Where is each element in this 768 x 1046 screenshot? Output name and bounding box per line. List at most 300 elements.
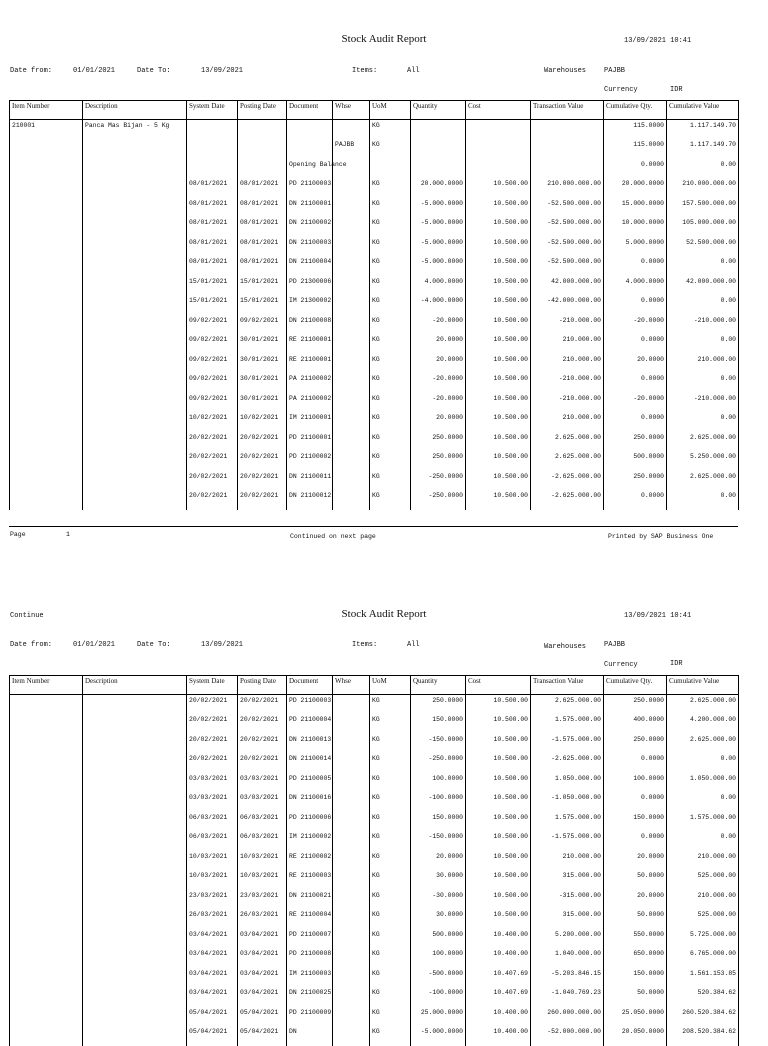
quantity-cell: 25.000.0000: [411, 1007, 466, 1027]
posting-date-cell: 30/01/2021: [238, 373, 287, 393]
posting-date-cell: 08/01/2021: [238, 237, 287, 257]
cumulative-value-cell: 2.625.000.00: [667, 432, 739, 452]
uom-cell: KG: [370, 714, 411, 734]
col-transaction-value: Transaction Value: [531, 101, 604, 120]
whse-cell: [333, 792, 370, 812]
table-row: [10, 237, 739, 257]
report-page-2: [0, 575, 768, 1035]
posting-date-cell: 20/02/2021: [238, 490, 287, 510]
item-number-cell: [10, 198, 83, 218]
cumulative-qty-cell: 50.0000: [604, 870, 667, 890]
cumulative-qty-cell: 20.000.0000: [604, 178, 667, 198]
table-row: [10, 432, 739, 452]
table-row: [10, 217, 739, 237]
document-cell: PD 21100002: [287, 451, 333, 471]
cumulative-qty-cell: 250.0000: [604, 432, 667, 452]
cumulative-qty-cell: 250.0000: [604, 695, 667, 715]
table-row: [10, 870, 739, 890]
col-description: Description: [83, 676, 187, 695]
quantity-cell: 20.0000: [411, 851, 466, 871]
whse-cell: [333, 354, 370, 374]
quantity-cell: [411, 120, 466, 140]
cost-cell: 10.500.00: [466, 295, 531, 315]
table-row: [10, 695, 739, 715]
cost-cell: 10.407.69: [466, 987, 531, 1007]
cost-cell: [466, 120, 531, 140]
transaction-value-cell: -52.500.000.00: [531, 237, 604, 257]
whse-cell: [333, 393, 370, 413]
quantity-cell: -20.0000: [411, 393, 466, 413]
table-row: [10, 120, 739, 140]
cost-cell: 10.500.00: [466, 276, 531, 296]
cost-cell: 10.500.00: [466, 412, 531, 432]
transaction-value-cell: 260.000.000.00: [531, 1007, 604, 1027]
description-cell: [83, 948, 187, 968]
currency-label: Currency: [604, 86, 638, 94]
document-cell: PD 21100006: [287, 812, 333, 832]
items-label: Items:: [352, 67, 378, 75]
table-row: [10, 471, 739, 491]
document-cell: DN 21100001: [287, 198, 333, 218]
whse-cell: [333, 373, 370, 393]
system-date-cell: 08/01/2021: [187, 256, 238, 276]
system-date-cell: 23/03/2021: [187, 890, 238, 910]
cumulative-qty-cell: 4.000.0000: [604, 276, 667, 296]
system-date-cell: 20/02/2021: [187, 432, 238, 452]
cost-cell: 10.500.00: [466, 870, 531, 890]
cost-cell: 10.500.00: [466, 198, 531, 218]
system-date-cell: 03/03/2021: [187, 792, 238, 812]
item-number-cell: [10, 276, 83, 296]
uom-cell: KG: [370, 295, 411, 315]
table-row: [10, 315, 739, 335]
cumulative-qty-cell: 0.0000: [604, 490, 667, 510]
transaction-value-cell: -1.575.000.00: [531, 831, 604, 851]
quantity-cell: 250.0000: [411, 432, 466, 452]
quantity-cell: -500.0000: [411, 968, 466, 988]
item-number-cell: [10, 159, 83, 179]
table-row: [10, 929, 739, 949]
document-cell: PD 21100001: [287, 432, 333, 452]
description-cell: [83, 178, 187, 198]
uom-cell: KG: [370, 178, 411, 198]
system-date-cell: 09/02/2021: [187, 393, 238, 413]
document-cell: PD 21100004: [287, 714, 333, 734]
transaction-value-cell: -1.575.000.00: [531, 734, 604, 754]
uom-cell: KG: [370, 120, 411, 140]
transaction-value-cell: -1.050.000.00: [531, 792, 604, 812]
document-cell: DN 21100003: [287, 237, 333, 257]
transaction-value-cell: [531, 120, 604, 140]
system-date-cell: 20/02/2021: [187, 714, 238, 734]
document-cell: IM 21100002: [287, 831, 333, 851]
date-from-label-page-2: Date from:: [10, 641, 53, 649]
table-row: [10, 412, 739, 432]
warehouses-label-page-2: Warehouses: [544, 643, 587, 651]
system-date-cell: 15/01/2021: [187, 295, 238, 315]
currency-value: IDR: [670, 86, 683, 94]
description-cell: [83, 695, 187, 715]
transaction-value-cell: -1.040.769.23: [531, 987, 604, 1007]
cumulative-qty-cell: 50.0000: [604, 909, 667, 929]
description-cell: [83, 198, 187, 218]
uom-cell: [370, 159, 411, 179]
posting-date-cell: 30/01/2021: [238, 334, 287, 354]
transaction-value-cell: -52.000.000.00: [531, 1026, 604, 1046]
posting-date-cell: 30/01/2021: [238, 393, 287, 413]
col-uom: UoM: [370, 101, 411, 120]
quantity-cell: -5.000.0000: [411, 1026, 466, 1046]
quantity-cell: -150.0000: [411, 734, 466, 754]
cumulative-value-cell: 4.200.000.00: [667, 714, 739, 734]
posting-date-cell: 10/03/2021: [238, 851, 287, 871]
cost-cell: 10.500.00: [466, 178, 531, 198]
item-number-cell: [10, 295, 83, 315]
cost-cell: 10.500.00: [466, 695, 531, 715]
whse-cell: [333, 1026, 370, 1046]
quantity-cell: 150.0000: [411, 812, 466, 832]
date-from-value-page-2: 01/01/2021: [73, 641, 116, 649]
document-cell: PD 21100009: [287, 1007, 333, 1027]
transaction-value-cell: -210.000.00: [531, 393, 604, 413]
description-cell: [83, 714, 187, 734]
item-number-cell: 210001: [10, 120, 83, 140]
col-quantity: Quantity: [411, 101, 466, 120]
cumulative-value-cell: 208.520.384.62: [667, 1026, 739, 1046]
transaction-value-cell: -2.625.000.00: [531, 490, 604, 510]
system-date-cell: 03/04/2021: [187, 968, 238, 988]
system-date-cell: 06/03/2021: [187, 812, 238, 832]
date-to-value: 13/09/2021: [201, 67, 244, 75]
cumulative-qty-cell: -20.0000: [604, 393, 667, 413]
posting-date-cell: 05/04/2021: [238, 1007, 287, 1027]
quantity-cell: -250.0000: [411, 490, 466, 510]
document-cell: PD 21100003: [287, 178, 333, 198]
cumulative-qty-cell: 250.0000: [604, 471, 667, 491]
description-cell: [83, 471, 187, 491]
whse-cell: [333, 870, 370, 890]
transaction-value-cell: [531, 139, 604, 159]
table-row: [10, 909, 739, 929]
transaction-value-cell: 5.200.000.00: [531, 929, 604, 949]
item-number-cell: [10, 714, 83, 734]
document-cell: IM 21100003: [287, 968, 333, 988]
whse-cell: [333, 315, 370, 335]
transaction-value-cell: 315.000.00: [531, 870, 604, 890]
description-cell: [83, 295, 187, 315]
whse-cell: [333, 1007, 370, 1027]
uom-cell: KG: [370, 237, 411, 257]
whse-cell: [333, 734, 370, 754]
table-row: [10, 393, 739, 413]
cumulative-value-cell: 2.625.000.00: [667, 695, 739, 715]
description-cell: [83, 753, 187, 773]
quantity-cell: -20.0000: [411, 373, 466, 393]
description-cell: [83, 812, 187, 832]
description-cell: [83, 929, 187, 949]
posting-date-cell: [238, 159, 287, 179]
whse-cell: [333, 890, 370, 910]
whse-cell: [333, 217, 370, 237]
transaction-value-cell: 1.575.000.00: [531, 812, 604, 832]
document-cell: RE 21100002: [287, 851, 333, 871]
document-cell: RE 21100001: [287, 334, 333, 354]
document-cell: Opening Balance: [287, 159, 333, 179]
col-cumulative-value: Cumulative Value: [667, 676, 739, 695]
item-number-cell: [10, 412, 83, 432]
description-cell: [83, 987, 187, 1007]
cumulative-value-cell: 0.00: [667, 295, 739, 315]
description-cell: [83, 792, 187, 812]
uom-cell: KG: [370, 315, 411, 335]
table-row: [10, 734, 739, 754]
cumulative-qty-cell: 250.0000: [604, 734, 667, 754]
quantity-cell: 30.0000: [411, 909, 466, 929]
transaction-value-cell: 210.000.000.00: [531, 178, 604, 198]
cost-cell: [466, 159, 531, 179]
table-row: [10, 948, 739, 968]
cumulative-value-cell: -210.000.00: [667, 315, 739, 335]
description-cell: [83, 139, 187, 159]
item-number-cell: [10, 831, 83, 851]
footer-page-label: Page: [10, 531, 26, 538]
col-item-number: Item Number: [10, 676, 83, 695]
posting-date-cell: 03/03/2021: [238, 792, 287, 812]
item-number-cell: [10, 490, 83, 510]
date-to-value-page-2: 13/09/2021: [201, 641, 244, 649]
quantity-cell: [411, 159, 466, 179]
posting-date-cell: 10/02/2021: [238, 412, 287, 432]
cost-cell: 10.500.00: [466, 831, 531, 851]
quantity-cell: -150.0000: [411, 831, 466, 851]
cumulative-qty-cell: 150.0000: [604, 968, 667, 988]
cumulative-value-cell: 525.000.00: [667, 870, 739, 890]
quantity-cell: 250.0000: [411, 695, 466, 715]
cumulative-value-cell: 1.050.000.00: [667, 773, 739, 793]
cumulative-qty-cell: 0.0000: [604, 159, 667, 179]
description-cell: [83, 890, 187, 910]
col-cost: Cost: [466, 676, 531, 695]
col-description: Description: [83, 101, 187, 120]
cumulative-value-cell: 1.561.153.85: [667, 968, 739, 988]
description-cell: [83, 1007, 187, 1027]
printed-timestamp-page-2: 13/09/2021 10:41: [624, 612, 692, 620]
cumulative-value-cell: 2.625.000.00: [667, 471, 739, 491]
col-system-date: System Date: [187, 676, 238, 695]
cost-cell: 10.500.00: [466, 812, 531, 832]
system-date-cell: 20/02/2021: [187, 490, 238, 510]
table-body-page-2: [10, 695, 739, 1046]
item-number-cell: [10, 929, 83, 949]
document-cell: PD 21100007: [287, 929, 333, 949]
quantity-cell: 250.0000: [411, 451, 466, 471]
transaction-value-cell: 2.625.000.00: [531, 432, 604, 452]
cumulative-value-cell: 0.00: [667, 373, 739, 393]
cumulative-value-cell: 210.000.00: [667, 354, 739, 374]
col-document: Document: [287, 101, 333, 120]
cumulative-value-cell: 0.00: [667, 256, 739, 276]
quantity-cell: -100.0000: [411, 792, 466, 812]
description-cell: [83, 968, 187, 988]
whse-cell: [333, 471, 370, 491]
item-number-cell: [10, 1026, 83, 1046]
posting-date-cell: 08/01/2021: [238, 178, 287, 198]
table-row: [10, 773, 739, 793]
col-quantity: Quantity: [411, 676, 466, 695]
col-cumulative-qty: Cumulative Qty.: [604, 101, 667, 120]
system-date-cell: 05/04/2021: [187, 1007, 238, 1027]
system-date-cell: 03/03/2021: [187, 773, 238, 793]
document-cell: DN 21100004: [287, 256, 333, 276]
document-cell: DN 21100008: [287, 315, 333, 335]
item-number-cell: [10, 373, 83, 393]
cumulative-value-cell: 105.000.000.00: [667, 217, 739, 237]
system-date-cell: 05/04/2021: [187, 1026, 238, 1046]
cost-cell: 10.500.00: [466, 217, 531, 237]
document-cell: RE 21100001: [287, 354, 333, 374]
cumulative-qty-cell: 550.0000: [604, 929, 667, 949]
cumulative-value-cell: 1.575.000.00: [667, 812, 739, 832]
description-cell: [83, 432, 187, 452]
quantity-cell: -250.0000: [411, 753, 466, 773]
table-row: [10, 1007, 739, 1027]
quantity-cell: 20.000.0000: [411, 178, 466, 198]
description-cell: [83, 276, 187, 296]
description-cell: [83, 734, 187, 754]
document-cell: PD 21100008: [287, 948, 333, 968]
whse-cell: [333, 276, 370, 296]
uom-cell: KG: [370, 948, 411, 968]
system-date-cell: 09/02/2021: [187, 315, 238, 335]
whse-cell: [333, 178, 370, 198]
quantity-cell: 20.0000: [411, 334, 466, 354]
cumulative-qty-cell: 20.050.0000: [604, 1026, 667, 1046]
item-number-cell: [10, 948, 83, 968]
uom-cell: KG: [370, 1026, 411, 1046]
items-value-page-2: All: [407, 641, 420, 649]
cost-cell: 10.500.00: [466, 451, 531, 471]
cumulative-value-cell: 520.384.62: [667, 987, 739, 1007]
document-cell: PD 21100003: [287, 695, 333, 715]
cost-cell: 10.500.00: [466, 471, 531, 491]
transaction-value-cell: -315.000.00: [531, 890, 604, 910]
cumulative-qty-cell: 20.0000: [604, 890, 667, 910]
cumulative-value-cell: 0.00: [667, 792, 739, 812]
document-cell: [287, 139, 333, 159]
transaction-value-cell: 2.625.000.00: [531, 451, 604, 471]
cumulative-value-cell: 42.000.000.00: [667, 276, 739, 296]
table-row: [10, 159, 739, 179]
col-uom: UoM: [370, 676, 411, 695]
cost-cell: 10.500.00: [466, 490, 531, 510]
posting-date-cell: [238, 120, 287, 140]
system-date-cell: 26/03/2021: [187, 909, 238, 929]
stock-audit-table-page-2: [9, 675, 739, 1046]
cumulative-qty-cell: 5.000.0000: [604, 237, 667, 257]
cumulative-value-cell: 0.00: [667, 412, 739, 432]
description-cell: [83, 373, 187, 393]
uom-cell: KG: [370, 1007, 411, 1027]
posting-date-cell: 20/02/2021: [238, 734, 287, 754]
cumulative-value-cell: 210.000.000.00: [667, 178, 739, 198]
quantity-cell: 4.000.0000: [411, 276, 466, 296]
cumulative-value-cell: 5.250.000.00: [667, 451, 739, 471]
uom-cell: KG: [370, 139, 411, 159]
table-row: [10, 178, 739, 198]
whse-cell: [333, 851, 370, 871]
cumulative-qty-cell: 25.050.0000: [604, 1007, 667, 1027]
cost-cell: 10.407.69: [466, 968, 531, 988]
uom-cell: KG: [370, 695, 411, 715]
document-cell: PA 21100002: [287, 373, 333, 393]
posting-date-cell: 26/03/2021: [238, 909, 287, 929]
document-cell: IM 21300002: [287, 295, 333, 315]
uom-cell: KG: [370, 890, 411, 910]
cumulative-qty-cell: 0.0000: [604, 792, 667, 812]
cost-cell: 10.400.00: [466, 948, 531, 968]
quantity-cell: 100.0000: [411, 773, 466, 793]
cost-cell: 10.500.00: [466, 393, 531, 413]
system-date-cell: 08/01/2021: [187, 178, 238, 198]
cumulative-qty-cell: 115.0000: [604, 120, 667, 140]
warehouses-value: PAJBB: [604, 67, 626, 75]
description-cell: [83, 451, 187, 471]
cumulative-qty-cell: 20.0000: [604, 354, 667, 374]
posting-date-cell: 05/04/2021: [238, 1026, 287, 1046]
items-value: All: [407, 67, 420, 75]
table-header-row: [10, 101, 739, 120]
transaction-value-cell: 210.000.00: [531, 412, 604, 432]
transaction-value-cell: -42.000.000.00: [531, 295, 604, 315]
warehouses-value-page-2: PAJBB: [604, 641, 626, 649]
posting-date-cell: 06/03/2021: [238, 812, 287, 832]
cost-cell: 10.500.00: [466, 753, 531, 773]
description-cell: [83, 870, 187, 890]
posting-date-cell: 20/02/2021: [238, 432, 287, 452]
cumulative-qty-cell: 10.000.0000: [604, 217, 667, 237]
item-number-cell: [10, 734, 83, 754]
table-row: [10, 987, 739, 1007]
document-cell: DN 21100016: [287, 792, 333, 812]
cumulative-qty-cell: 0.0000: [604, 256, 667, 276]
system-date-cell: 20/02/2021: [187, 753, 238, 773]
table-row: [10, 968, 739, 988]
posting-date-cell: 20/02/2021: [238, 695, 287, 715]
col-document: Document: [287, 676, 333, 695]
date-to-label-page-2: Date To:: [137, 641, 171, 649]
uom-cell: KG: [370, 909, 411, 929]
document-cell: RE 21100003: [287, 870, 333, 890]
transaction-value-cell: 315.000.00: [531, 909, 604, 929]
quantity-cell: 20.0000: [411, 354, 466, 374]
table-row: [10, 851, 739, 871]
document-cell: DN 21100021: [287, 890, 333, 910]
item-number-cell: [10, 432, 83, 452]
transaction-value-cell: -52.500.000.00: [531, 217, 604, 237]
cumulative-value-cell: 0.00: [667, 490, 739, 510]
cumulative-value-cell: 157.500.000.00: [667, 198, 739, 218]
description-cell: [83, 315, 187, 335]
whse-cell: [333, 968, 370, 988]
description-cell: [83, 831, 187, 851]
uom-cell: KG: [370, 831, 411, 851]
transaction-value-cell: 2.625.000.00: [531, 695, 604, 715]
transaction-value-cell: [531, 159, 604, 179]
cumulative-value-cell: 210.000.00: [667, 851, 739, 871]
cost-cell: 10.500.00: [466, 373, 531, 393]
cumulative-value-cell: 6.765.000.00: [667, 948, 739, 968]
uom-cell: KG: [370, 373, 411, 393]
